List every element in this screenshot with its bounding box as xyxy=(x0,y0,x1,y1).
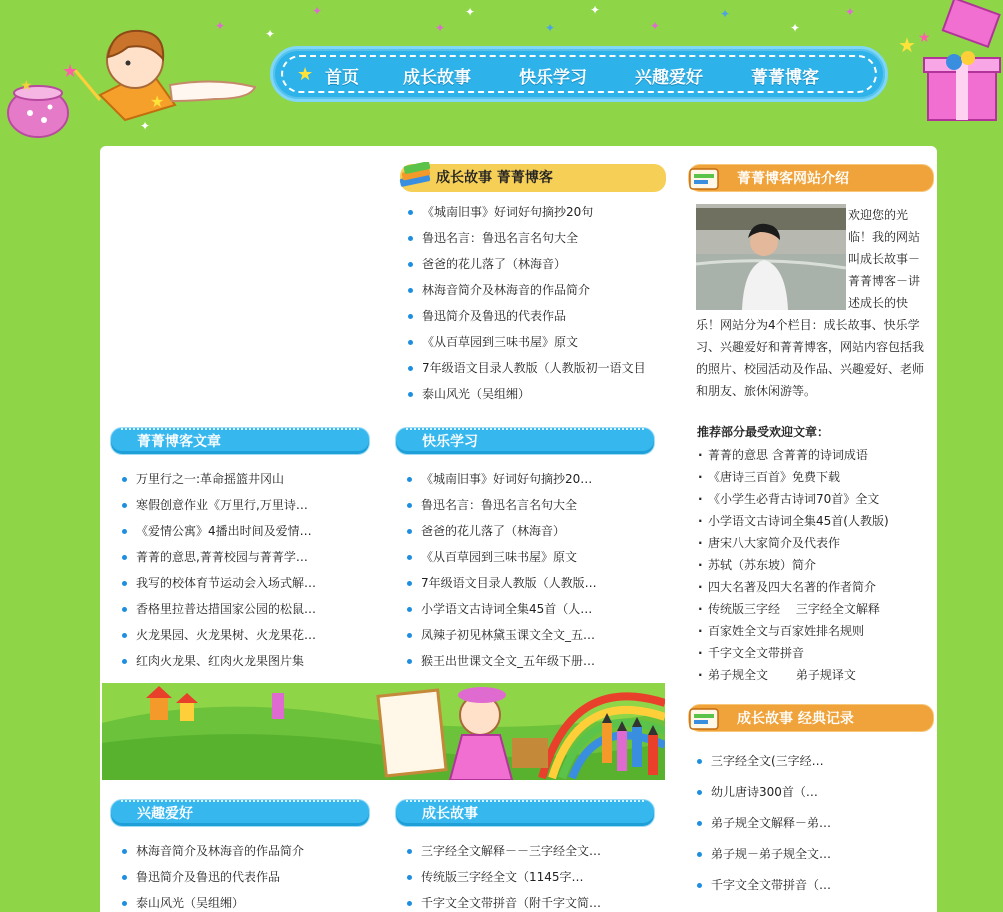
list-item[interactable]: 传统版三字经全文（1145字… xyxy=(405,864,635,890)
star-decoration-icon: ✦ xyxy=(545,21,556,35)
classics-list xyxy=(695,746,930,901)
list-item[interactable]: 红肉火龙果、红肉火龙果图片集 xyxy=(120,648,350,674)
list-item[interactable]: 猴王出世课文全文_五年级下册… xyxy=(405,648,635,674)
list-item[interactable]: 7年级语文目录人教版（人教版… xyxy=(405,570,635,596)
growth-stories-list xyxy=(405,838,635,912)
star-decoration-icon: ✦ xyxy=(720,7,731,21)
list-item[interactable]: 千字文全文带拼音（… xyxy=(695,870,930,901)
list-item[interactable]: 泰山风光（吴组缃） xyxy=(406,381,666,407)
star-decoration-icon: ✦ xyxy=(845,5,856,19)
star-decoration-icon: ✦ xyxy=(312,4,323,18)
list-item[interactable]: 弟子规全文解释－弟… xyxy=(695,808,930,839)
list-item[interactable]: 鲁迅简介及鲁迅的代表作品 xyxy=(120,864,350,890)
svg-text:★: ★ xyxy=(898,33,916,57)
hobbies-list xyxy=(120,838,350,912)
gift-box-illustration-icon xyxy=(890,0,1003,130)
flying-girl-illustration-icon xyxy=(0,15,270,140)
list-item[interactable]: 《城南旧事》好词好句摘抄20句 xyxy=(406,199,666,225)
site-intro-text-block xyxy=(696,204,928,402)
recommend-title: 推荐部分最受欢迎文章： xyxy=(697,425,830,439)
list-item[interactable]: · 《唐诗三百首》免费下载 xyxy=(696,466,931,488)
list-item[interactable]: · 千字文全文带拼音 xyxy=(696,642,931,664)
books-icon xyxy=(687,703,723,733)
top-section-list xyxy=(406,199,666,407)
nav-item-growth-stories[interactable]: 成长故事 xyxy=(403,68,471,88)
list-item[interactable]: · 百家姓全文与百家姓排名规则 xyxy=(696,620,931,642)
list-item[interactable]: · 小学语文古诗词全集45首(人教版) xyxy=(696,510,931,532)
list-item[interactable]: 爸爸的花儿落了（林海音） xyxy=(405,518,635,544)
main-navigation xyxy=(270,46,888,102)
svg-text:★: ★ xyxy=(150,92,165,111)
list-item[interactable]: 三字经全文(三字经… xyxy=(695,746,930,777)
list-item[interactable]: 爸爸的花儿落了（林海音） xyxy=(406,251,666,277)
site-intro-description: 欢迎您的光临！我的网站叫成长故事－菁菁博客－讲述成长的快乐！网站分为4个栏目：成长故事、快乐学习、兴趣爱好和菁菁博客，网站内容包括我的照片、校园活动及作品、兴趣爱好、老师和朋友、旅休闲游等。 xyxy=(696,208,925,398)
hobbies-title: 兴趣爱好 xyxy=(121,800,359,826)
list-item[interactable]: 林海音简介及林海音的作品简介 xyxy=(406,277,666,303)
star-decoration-icon: ✦ xyxy=(590,3,601,17)
top-section-title: 成长故事 菁菁博客 xyxy=(436,170,553,186)
main-content-panel xyxy=(100,146,937,912)
growth-stories-title: 成长故事 xyxy=(406,800,644,826)
list-item[interactable]: 火龙果园、火龙果树、火龙果花… xyxy=(120,622,350,648)
list-item[interactable]: 菁菁的意思,菁菁校园与菁菁学… xyxy=(120,544,350,570)
books-icon xyxy=(398,162,434,192)
list-item[interactable]: 小学语文古诗词全集45首（人… xyxy=(405,596,635,622)
blog-articles-title: 菁菁博客文章 xyxy=(121,428,359,454)
list-item[interactable]: 千字文全文带拼音（附千字文简… xyxy=(405,890,635,912)
nav-item-hobbies[interactable]: 兴趣爱好 xyxy=(635,68,703,88)
site-header xyxy=(0,0,1003,140)
list-item[interactable]: 《从百草园到三味书屋》原文 xyxy=(406,329,666,355)
list-item[interactable]: 《城南旧事》好词好句摘抄20… xyxy=(405,466,635,492)
list-item[interactable]: 三字经全文解释－－三字经全文… xyxy=(405,838,635,864)
list-item[interactable]: 寒假创意作业《万里行,万里诗… xyxy=(120,492,350,518)
list-item[interactable]: 幼儿唐诗300首（… xyxy=(695,777,930,808)
happy-learning-header xyxy=(395,427,655,455)
site-intro-title: 菁菁博客网站介绍 xyxy=(737,171,849,187)
list-item[interactable]: · 苏轼（苏东坡）简介 xyxy=(696,554,931,576)
list-item[interactable]: · 四大名著及四大名著的作者简介 xyxy=(696,576,931,598)
list-item[interactable]: · 菁菁的意思 含菁菁的诗词成语 xyxy=(696,444,931,466)
list-item[interactable]: 弟子规－弟子规全文… xyxy=(695,839,930,870)
list-item[interactable]: 《爱情公寓》4播出时间及爱情… xyxy=(120,518,350,544)
classics-title: 成长故事 经典记录 xyxy=(737,711,854,727)
blog-articles-header xyxy=(110,427,370,455)
list-item[interactable]: 《从百草园到三味书屋》原文 xyxy=(405,544,635,570)
star-decoration-icon: ✦ xyxy=(650,19,661,33)
blog-articles-list xyxy=(120,466,350,674)
svg-text:★: ★ xyxy=(62,61,79,82)
nav-item-home[interactable]: 首页 xyxy=(325,68,359,88)
nav-item-blog[interactable]: 菁菁博客 xyxy=(751,68,819,88)
recommend-list xyxy=(696,444,931,686)
nav-item-happy-learning[interactable]: 快乐学习 xyxy=(519,68,587,88)
star-icon: ★ xyxy=(297,64,314,85)
list-item[interactable]: 万里行之一:革命摇篮井冈山 xyxy=(120,466,350,492)
list-item[interactable]: · 《小学生必背古诗词70首》全文 xyxy=(696,488,931,510)
classics-header xyxy=(688,704,934,732)
site-intro-header xyxy=(688,164,934,192)
happy-learning-title: 快乐学习 xyxy=(406,428,644,454)
star-decoration-icon: ✦ xyxy=(790,21,801,35)
svg-text:★: ★ xyxy=(20,78,33,94)
hobbies-header xyxy=(110,799,370,827)
list-item[interactable]: 7年级语文目录人教版（人教版初一语文目 xyxy=(406,355,666,381)
star-decoration-icon: ✦ xyxy=(140,119,151,133)
star-decoration-icon: ✦ xyxy=(465,5,476,19)
star-decoration-icon: ✦ xyxy=(215,19,226,33)
list-item[interactable]: 鲁迅简介及鲁迅的代表作品 xyxy=(406,303,666,329)
painting-girl-banner-icon xyxy=(102,683,665,780)
list-item[interactable]: · 弟子规全文 弟子规译文 xyxy=(696,664,931,686)
growth-stories-header xyxy=(395,799,655,827)
top-section-header xyxy=(400,164,666,192)
list-item[interactable]: · 传统版三字经 三字经全文解释 xyxy=(696,598,931,620)
svg-text:★: ★ xyxy=(918,30,931,46)
list-item[interactable]: 鲁迅名言：鲁迅名言名句大全 xyxy=(405,492,635,518)
list-item[interactable]: · 唐宋八大家简介及代表作 xyxy=(696,532,931,554)
girl-photo xyxy=(696,204,846,310)
list-item[interactable]: 我写的校体育节运动会入场式解… xyxy=(120,570,350,596)
books-icon xyxy=(687,163,723,193)
star-decoration-icon: ✦ xyxy=(265,27,276,41)
list-item[interactable]: 香格里拉普达措国家公园的松鼠… xyxy=(120,596,350,622)
star-decoration-icon: ✦ xyxy=(435,21,446,35)
happy-learning-list xyxy=(405,466,635,674)
list-item[interactable]: 鲁迅名言：鲁迅名言名句大全 xyxy=(406,225,666,251)
blank-ad-area xyxy=(110,160,380,420)
list-item[interactable]: 泰山风光（吴组缃） xyxy=(120,890,350,912)
list-item[interactable]: 林海音简介及林海音的作品简介 xyxy=(120,838,350,864)
photo-image-icon xyxy=(696,204,846,310)
list-item[interactable]: 凤辣子初见林黛玉课文全文_五… xyxy=(405,622,635,648)
